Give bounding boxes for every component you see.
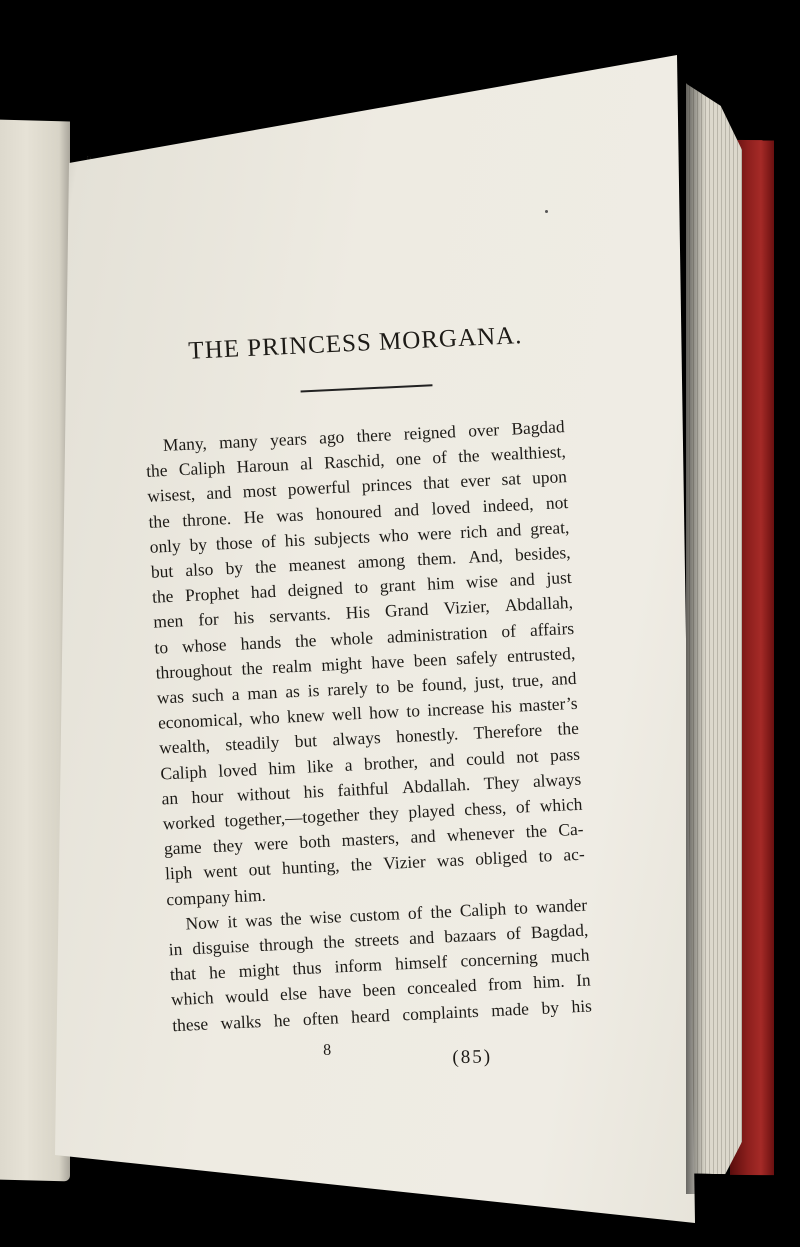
text-line: wisest, and most powerful princes that ever sat upon (146, 466, 568, 507)
body-text (144, 414, 592, 1038)
text-line: company him. (165, 884, 267, 910)
text-line: Caliph loved him like a brother, and could not pass (159, 743, 581, 784)
page-content (140, 320, 592, 1038)
chapter-title: THE PRINCESS MORGANA. (187, 322, 523, 365)
text-line: the Caliph Haroun al Raschid, one of the wealthiest, (145, 441, 567, 482)
text-line: but also by the meanest among them. And, besides, (150, 541, 571, 582)
text-line: Many, many years ago there reigned over Bagdad (162, 416, 565, 456)
text-line: worked together,—together they played chess, of which (162, 793, 583, 834)
gutter-shadow (686, 84, 706, 1194)
text-line: men for his servants. His Grand Vizier, Abdallah, (152, 592, 574, 633)
text-line: wealth, steadily but always honestly. Therefore the (158, 718, 580, 758)
page-number: (85) (452, 1046, 493, 1069)
text-line: was such a man as is rarely to be found, just, true, and (156, 667, 577, 708)
signature-mark: 8 (323, 1041, 332, 1059)
text-line: the throne. He was honoured and loved indeed, not (148, 491, 569, 532)
text-line: to whose hands the whole administration of affairs (154, 617, 575, 658)
text-line: economical, who knew well how to increase his master’s (157, 693, 578, 733)
text-line: in disguise through the streets and bazaars of Bagdad, (168, 919, 589, 960)
text-line: these walks he often heard complaints made by his (171, 995, 593, 1035)
text-line: liph went out hunting, the Vizier was obliged to ac- (164, 844, 586, 884)
text-line: only by those of his subjects who were rich and great, (149, 516, 570, 557)
text-line: Now it was the wise custom of the Caliph to wander (185, 894, 588, 934)
text-line: throughout the realm might have been safely entrusted, (155, 642, 576, 683)
text-line: game they were both masters, and whenever the Ca- (163, 818, 584, 859)
title-rule (301, 384, 433, 392)
page-footer (315, 1034, 616, 1080)
text-line: which would else have been concealed from him. In (170, 969, 592, 1010)
text-line: an hour without his faithful Abdallah. They always (161, 768, 582, 809)
text-line: that he might thus inform himself concerning much (169, 944, 590, 985)
text-line: the Prophet had deigned to grant him wise and just (151, 567, 573, 607)
paper-speck (545, 210, 548, 213)
